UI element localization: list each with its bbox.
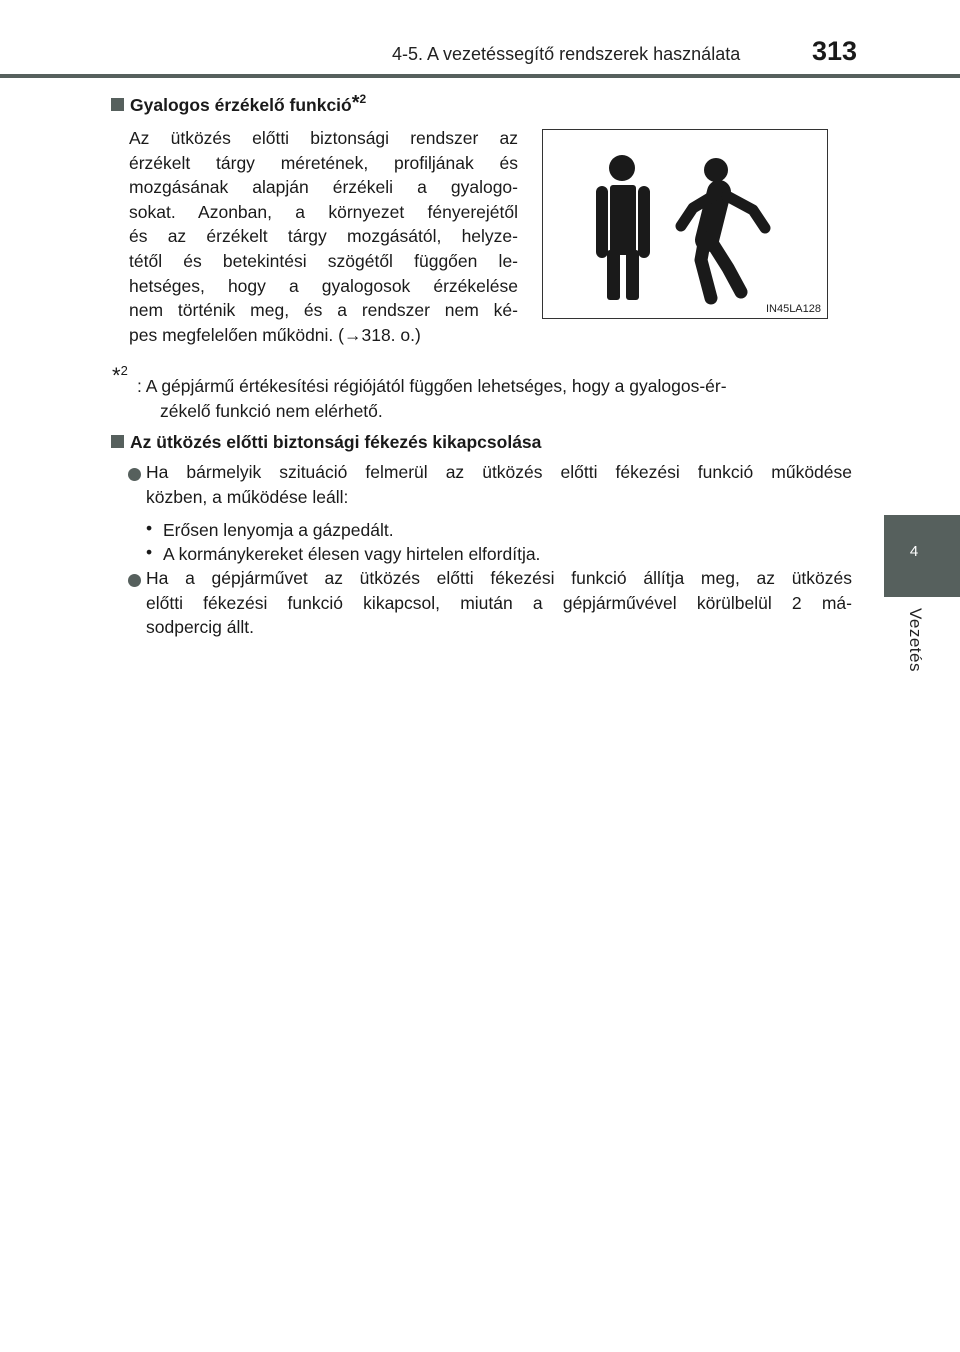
section-heading-text: Az ütközés előtti biztonsági fékezés kikapcsolása <box>130 432 542 452</box>
square-bullet-icon <box>111 98 124 111</box>
page-number: 313 <box>812 36 858 66</box>
chapter-tab-label: Vezetés <box>906 608 925 672</box>
footnote-asterisk <box>112 363 128 389</box>
footnote-number: 2 <box>120 363 128 378</box>
paragraph-line: sokat. Azonban, a környezet fényerejétől <box>129 201 518 222</box>
bullet-paragraph-2 <box>146 566 852 640</box>
sub-bullet-icon: • <box>146 518 153 538</box>
bullet-paragraph-1 <box>146 460 852 509</box>
paragraph-line: és az érzékelt tárgy mozgásától, helyze- <box>129 226 518 247</box>
sub-bullet-icon: • <box>146 542 153 562</box>
paragraph-line: érzékelt tárgy méretének, profiljának és <box>129 152 518 173</box>
pedestrian-figures-icon <box>543 130 827 318</box>
bullet-line: előtti fékezési funkció kikapcsol, miután a gépjárművével körülbelül 2 má- <box>146 592 852 613</box>
paragraph-line: mozgásának alapján érzékeli a gyalogo- <box>129 177 518 198</box>
section-heading-pedestrian <box>111 92 366 116</box>
paragraph-line: hetséges, hogy a gyalogosok érzékelése <box>129 275 518 296</box>
sub-item: A kormánykereket élesen vagy hirtelen elfordítja. <box>163 544 541 564</box>
round-bullet-icon <box>128 468 141 481</box>
bullet-line: Ha bármelyik szituáció felmerül az ütközés előtti fékezési funkció működése <box>146 462 852 482</box>
paragraph-line: pes megfelelően működni. (→318. o.) <box>129 324 421 345</box>
running-header-title: 4-5. A vezetéssegítő rendszerek használata <box>392 44 741 64</box>
paragraph-line: tétől és betekintési szögétől függően le- <box>129 250 518 271</box>
round-bullet-icon <box>128 574 141 587</box>
chapter-tab-number: 4 <box>909 543 919 560</box>
asterisk-mark: * <box>351 92 360 114</box>
chapter-tab[interactable] <box>884 515 960 597</box>
bullet-line: közben, a működése leáll: <box>146 486 349 507</box>
figure-code: IN45LA128 <box>765 303 821 315</box>
bullet-line: sodpercig állt. <box>146 617 254 638</box>
header-rule <box>0 74 960 78</box>
footnote-ref: 2 <box>359 92 367 106</box>
bullet-line: Ha a gépjárművet az ütközés előtti fékezési funkció állítja meg, az ütközés <box>146 568 852 588</box>
square-bullet-icon <box>111 435 124 448</box>
section-heading-text: Gyalogos érzékelő funkció <box>130 95 352 115</box>
pedestrian-illustration <box>542 129 828 319</box>
footnote-line-2: zékelő funkció nem elérhető. <box>160 401 383 421</box>
paragraph-line: Az ütközés előtti biztonsági rendszer az <box>129 128 518 148</box>
pedestrian-paragraph <box>129 126 518 347</box>
footnote-line-1: : A gépjármű értékesítési régiójától függően lehetséges, hogy a gyalogos-ér- <box>137 376 727 396</box>
footnote-asterisk-mark: * <box>112 363 121 388</box>
section-heading-brake-off <box>111 432 541 453</box>
sub-item: Erősen lenyomja a gázpedált. <box>163 520 394 540</box>
paragraph-line: nem történik meg, és a rendszer nem ké- <box>129 300 518 321</box>
